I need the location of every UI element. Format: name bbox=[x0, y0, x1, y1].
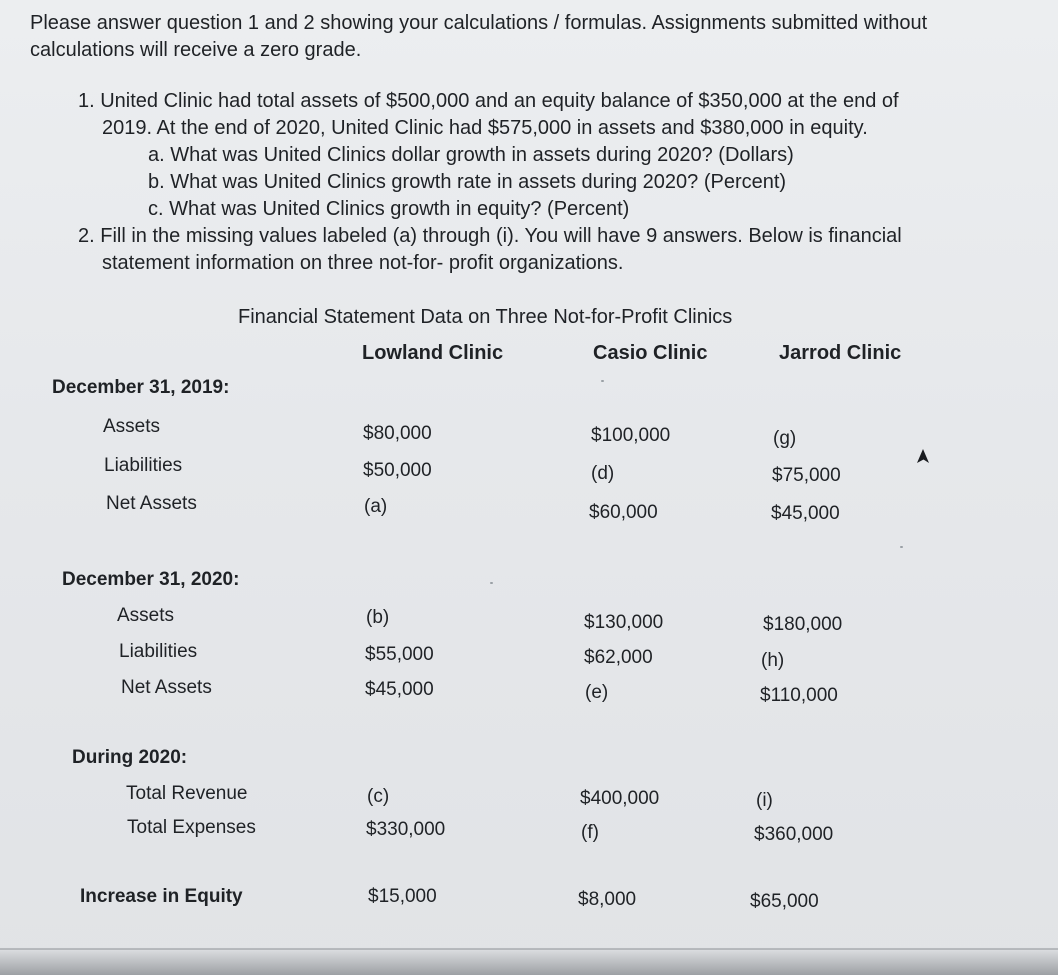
screen-speck bbox=[601, 380, 604, 382]
cell-jarrod-net-assets-2019: $45,000 bbox=[771, 503, 840, 524]
cell-jarrod-total-revenue: (i) bbox=[756, 790, 773, 811]
row-label-total-expenses: Total Expenses bbox=[127, 817, 256, 838]
table-title: Financial Statement Data on Three Not-for-Profit Clinics bbox=[238, 306, 733, 328]
question-2-line-2: statement information on three not-for- profit organizations. bbox=[102, 252, 624, 274]
row-label-net-assets-2020: Net Assets bbox=[121, 677, 212, 698]
section-heading-dec-2020: December 31, 2020: bbox=[62, 569, 240, 590]
cell-jarrod-net-assets-2020: $110,000 bbox=[760, 685, 838, 706]
cell-lowland-assets-2020: (b) bbox=[366, 607, 390, 628]
question-1-line-2: 2019. At the end of 2020, United Clinic had $575,000 in assets and $380,000 in equity. bbox=[102, 117, 868, 139]
column-header-casio: Casio Clinic bbox=[593, 342, 708, 364]
question-2-line-1: 2. Fill in the missing values labeled (a) through (i). You will have 9 answers. Below is financial bbox=[78, 225, 902, 247]
question-1a: a. What was United Clinics dollar growth in assets during 2020? (Dollars) bbox=[148, 144, 794, 166]
screen-speck bbox=[900, 546, 903, 548]
cell-jarrod-liabilities-2019: $75,000 bbox=[772, 465, 841, 486]
cell-casio-liabilities-2020: $62,000 bbox=[584, 647, 653, 668]
cell-lowland-liabilities-2020: $55,000 bbox=[365, 644, 434, 665]
row-label-net-assets-2019: Net Assets bbox=[106, 493, 197, 514]
instructions-text: Please answer question 1 and 2 showing your calculations / formulas. Assignments submitted without calculations will receive a zero grade. bbox=[30, 12, 928, 61]
column-header-jarrod: Jarrod Clinic bbox=[779, 342, 902, 364]
cell-casio-total-revenue: $400,000 bbox=[580, 788, 660, 809]
cell-casio-assets-2020: $130,000 bbox=[584, 612, 664, 633]
row-label-assets-2020: Assets bbox=[117, 605, 175, 626]
row-label-liabilities-2020: Liabilities bbox=[119, 641, 198, 662]
question-1b: b. What was United Clinics growth rate in assets during 2020? (Percent) bbox=[148, 171, 787, 193]
cell-jarrod-increase-in-equity: $65,000 bbox=[750, 891, 819, 912]
cell-jarrod-assets-2019: (g) bbox=[773, 428, 797, 449]
cell-jarrod-assets-2020: $180,000 bbox=[763, 614, 843, 635]
cell-casio-liabilities-2019: (d) bbox=[591, 463, 615, 484]
cell-lowland-liabilities-2019: $50,000 bbox=[363, 460, 432, 481]
cell-casio-net-assets-2020: (e) bbox=[585, 682, 609, 703]
question-1c: c. What was United Clinics growth in equity? (Percent) bbox=[148, 198, 630, 220]
cell-lowland-total-revenue: (c) bbox=[367, 786, 390, 807]
column-header-lowland: Lowland Clinic bbox=[362, 342, 504, 364]
questions-block bbox=[78, 88, 1038, 277]
cell-lowland-increase-in-equity: $15,000 bbox=[368, 886, 437, 907]
cell-casio-increase-in-equity: $8,000 bbox=[578, 889, 637, 910]
cell-casio-assets-2019: $100,000 bbox=[591, 425, 671, 446]
cell-jarrod-total-expenses: $360,000 bbox=[754, 824, 834, 845]
section-heading-during-2020: During 2020: bbox=[72, 747, 188, 768]
cell-casio-net-assets-2019: $60,000 bbox=[589, 502, 658, 523]
section-heading-dec-2019: December 31, 2019: bbox=[52, 377, 230, 398]
cell-casio-total-expenses: (f) bbox=[581, 822, 599, 843]
cell-lowland-assets-2019: $80,000 bbox=[363, 423, 432, 444]
cell-jarrod-liabilities-2020: (h) bbox=[761, 650, 785, 671]
cell-lowland-net-assets-2020: $45,000 bbox=[365, 679, 434, 700]
question-1-line-1: 1. United Clinic had total assets of $500,000 and an equity balance of $350,000 at the end of bbox=[78, 90, 899, 112]
cell-lowland-net-assets-2019: (a) bbox=[364, 496, 388, 517]
row-label-total-revenue: Total Revenue bbox=[126, 783, 248, 804]
cell-lowland-total-expenses: $330,000 bbox=[366, 819, 446, 840]
screen-speck bbox=[490, 582, 493, 584]
screen-bottom-shadow bbox=[0, 947, 1058, 975]
row-label-liabilities-2019: Liabilities bbox=[104, 455, 183, 476]
row-label-increase-in-equity: Increase in Equity bbox=[80, 886, 243, 907]
mouse-pointer-icon bbox=[914, 448, 932, 466]
row-label-assets-2019: Assets bbox=[103, 416, 161, 437]
